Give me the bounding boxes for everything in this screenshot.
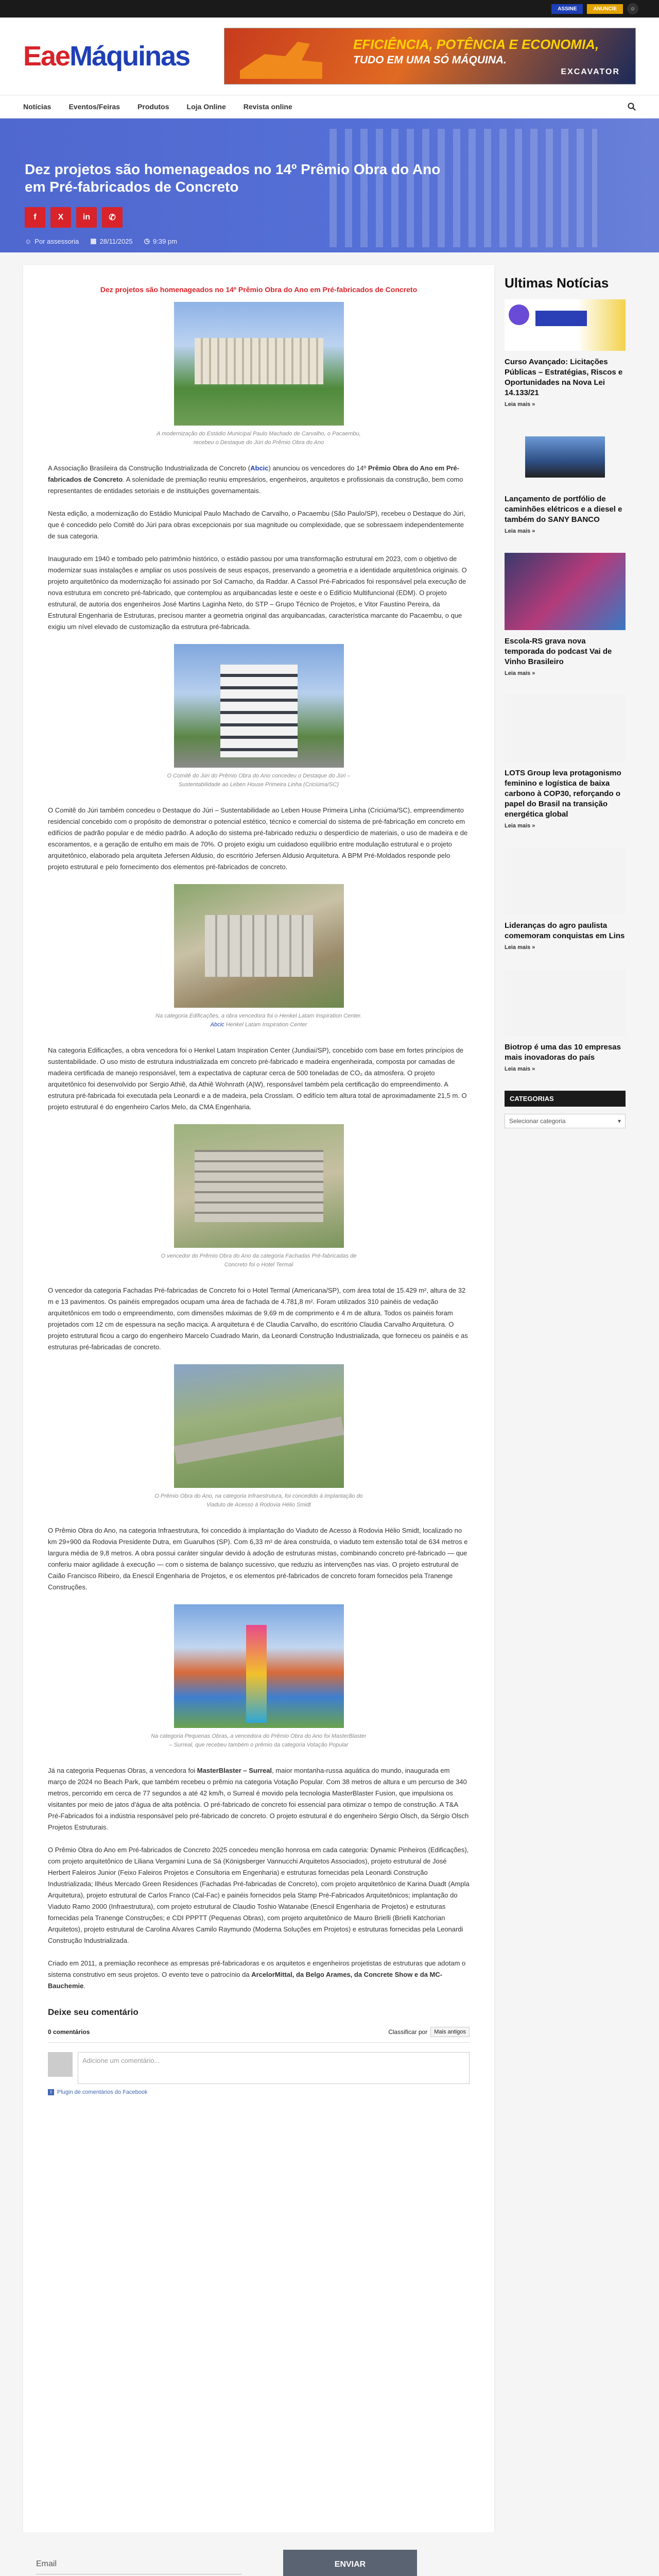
abcic-link[interactable]: Abcic <box>210 1022 224 1028</box>
news-thumbnail[interactable] <box>505 848 626 914</box>
read-more-link[interactable]: Leia mais » <box>505 670 535 676</box>
linkedin-share-icon[interactable]: in <box>76 207 97 228</box>
news-thumbnail[interactable] <box>505 426 626 488</box>
paragraph: O Prêmio Obra do Ano, na categoria Infraestrutura, foi concedido à implantação do Viaduto de Acesso à Rodovia Hélio Smidt, localizado no km 29+900 da Rodovia Presidente Dutra, em Guarulhos (SP). Com 6,33 m² de área construída, o viaduto tem extensão total de 634 metros e largura média de 9,8 metros. A obra possui caráter singular devido à adoção de estruturas mistas, combinando concreto pré-fabricado — que conferiu maior agilidade à execução — com o sistema de balanço sucessivo, que reduziu as intervenções nas vias. O projeto estrutural de Caião Francisco Ribeiro, da Enescil Engenharia de Projetos, e os elementos pré-fabricados de concreto foram fornecidos pela Tranenge Construções. <box>48 1527 468 1591</box>
ad-banner[interactable] <box>224 28 636 84</box>
viaduto-photo[interactable] <box>174 1364 344 1488</box>
news-title[interactable]: Biotrop é uma das 10 empresas mais inovadoras do país <box>505 1043 621 1062</box>
news-thumbnail[interactable] <box>505 695 626 762</box>
photo-caption: O Prêmio Obra do Ano, na categoria Infraestrutura, foi concedido à implantação do Viaduto de Acesso à Rodovia Hélio Smidt <box>154 1493 363 1508</box>
abcic-link[interactable]: Abcic <box>250 464 269 472</box>
categories-heading: CATEGORIAS <box>505 1091 626 1107</box>
read-more-link[interactable]: Leia mais » <box>505 1066 535 1072</box>
comments-count: 0 comentários <box>48 2028 90 2036</box>
anuncie-button[interactable]: ANUNCIE <box>587 4 623 14</box>
paragraph: Nesta edição, a modernização do Estádio Municipal Paulo Machado de Carvalho, o Pacaembu (São Paulo/SP), recebeu o Destaque do Júri, que é concedido pelo Comitê do Júri para obras excepcionais por sua magnitude ou complexidade, que se sobressaem independentemente de sua categoria. <box>48 510 465 540</box>
sort-select[interactable]: Mais antigos <box>430 2027 470 2037</box>
date: ▦ 28/11/2025 <box>90 237 133 245</box>
pacaembu-photo[interactable] <box>174 302 344 426</box>
news-thumbnail[interactable] <box>505 553 626 630</box>
hero <box>0 118 659 252</box>
sidebar-news-item[interactable] <box>505 426 626 534</box>
photo-caption: Na categoria Edificações, a obra vencedora foi o Henkel Latam Inspiration Center. Abcic Henkel Latam Inspiration Center <box>155 1013 362 1028</box>
main-nav <box>0 95 659 118</box>
banner-line1: EFICIÊNCIA, POTÊNCIA E ECONOMIA, <box>353 37 599 52</box>
sidebar-news-item[interactable] <box>505 848 626 951</box>
sort-label: Classificar por <box>388 2028 428 2036</box>
paragraph: Já na categoria Pequenas Obras, a vencedora foi MasterBlaster – Surreal, maior montanha-russa aquática do mundo, inaugurada em março de 2024 no Beach Park, que também recebeu o prêmio na categoria Votação Popular. Com 38 metros de altura e um percurso de 340 metros, percorrido em cerca de 77 segundos a até 42 km/h, o Surreal é movido pela tecnologia MasterBlaster Fusion, que impulsiona os visitantes por meio de jatos d'água de alta potência. O pré-fabricado de concreto foi essencial para otimizar o tempo de construção. A T&A Pré-Fabricados foi a indústria responsável pelo pré-fabricado de concreto. O projeto estrutural é do engenheiro Sérgio Olsch, da Sérgio Olsch Projetos Estruturais. <box>48 1767 469 1831</box>
search-icon[interactable] <box>628 103 636 111</box>
user-icon[interactable]: ☺ <box>627 3 638 14</box>
chevron-down-icon: ▾ <box>617 1117 621 1125</box>
read-more-link[interactable]: Leia mais » <box>505 823 535 829</box>
news-title[interactable]: Escola-RS grava nova temporada do podcast Vai de Vinho Brasileiro <box>505 637 612 666</box>
facebook-icon: f <box>48 2089 54 2095</box>
article-meta <box>25 237 447 245</box>
sidebar <box>505 265 626 2537</box>
send-button[interactable]: ENVIAR <box>283 2550 417 2576</box>
paragraph: Na categoria Edificações, a obra vencedora foi o Henkel Latam Inspiration Center (Jundiaí/SP), concebido com base em fortes princípios de sustentabilidade. O uso misto de estrutura industrializada em concreto pré-fabricado e madeira engenheirada, composta por camadas de madeira certificada de manejo responsável, tem a expectativa de capturar cerca de 500 toneladas de CO₂ da atmosfera. O projeto arquitetônico foi desenvolvido por Sergio Athiê, da Athiê Wohnrath (A|W), responsável também pela certificação do empreendimento. A estrutura pré-fabricada foi executada pela Leonardi e a de madeira, pela Crosslam. O edifício tem altura total de aproximadamente 21,5 m. O projeto estrutural é do engenheiro Carlos Melo, da CMA Engenharia. <box>48 1046 467 1111</box>
nav-item-noticias[interactable]: Notícias <box>23 103 51 111</box>
news-title[interactable]: Curso Avançado: Licitações Públicas – Estratégias, Riscos e Oportunidades na Nova Lei 14.133/21 <box>505 358 623 397</box>
share-buttons <box>25 207 447 228</box>
news-thumbnail[interactable] <box>505 969 626 1036</box>
masterblaster-photo[interactable] <box>174 1604 344 1728</box>
email-input[interactable]: Email <box>36 2554 242 2574</box>
logo-part1: Eae <box>23 41 70 72</box>
sidebar-news-item[interactable] <box>505 969 626 1072</box>
paragraph: Criado em 2011, a premiação reconhece as empresas pré-fabricadoras e os arquitetos e engenheiros projetistas de estruturas que adotam o sistema construtivo em seus projetos. O evento teve o patrocínio da ArcelorMittal, da Belgo Arames, da Concrete Show e da MC-Bauchemie. <box>48 1959 466 1990</box>
sidebar-news-item[interactable] <box>505 695 626 829</box>
paragraph: A Associação Brasileira da Construção Industrializada de Concreto (Abcic) anunciou os vencedores do 14º Prêmio Obra do Ano em Pré-fabricados de Concreto. A solenidade de premiação reuniu empresários, engenheiros, arquitetos e profissionais da construção, bem como representantes de entidades setoriais e de instituições governamentais. <box>48 464 463 495</box>
photo-caption: A modernização do Estádio Municipal Paulo Machado de Carvalho, o Pacaembu, recebeu o Destaque do Júri do Prêmio Obra do Ano <box>157 431 361 446</box>
paragraph: Inaugurado em 1940 e tombado pelo patrimônio histórico, o estádio passou por uma transformação estrutural em 2023, com o objetivo de modernizar suas instalações e ampliar os usos possíveis de seus espaços, preservando a geometria e a identidade arquitetônica originais. O projeto arquitetônico da modernização foi assinado por Sol Camacho, da Raddar. A Cassol Pré-Fabricados foi responsável pela execução de nova estrutura em concreto pré-fabricado, que contemplou as arquibancadas leste e oeste e o Edifício Multifuncional (EDM). O projeto estrutural, de autoria dos engenheiros José Martins Laginha Neto, do STP – Grupo Técnico de Projetos, e Vitor Faustino Pereira, da Estrutural Engenharia de Estruturas, precisou manter a geometria original das arquibancadas, característica marcante do Pacaembu, o que exigiu um nível elevado de customização da estrutura pré-fabricada. <box>48 555 467 631</box>
comment-form <box>48 2052 470 2084</box>
news-title[interactable]: Lançamento de portfólio de caminhões elétricos e a diesel e também do SANY BANCO <box>505 495 622 524</box>
comments-title: Deixe seu comentário <box>48 2007 138 2017</box>
nav-item-revista[interactable]: Revista online <box>243 103 292 111</box>
read-more-link[interactable]: Leia mais » <box>505 528 535 534</box>
sidebar-news-item[interactable] <box>505 299 626 408</box>
site-logo[interactable] <box>23 40 189 72</box>
hotel-termal-photo[interactable] <box>174 1124 344 1248</box>
author: ☺ Por assessoria <box>25 237 79 245</box>
news-thumbnail[interactable] <box>505 299 626 351</box>
twitter-share-icon[interactable]: X <box>50 207 71 228</box>
sidebar-news-item[interactable] <box>505 553 626 676</box>
news-title[interactable]: Lideranças do agro paulista comemoram conquistas em Lins <box>505 921 625 940</box>
comment-input[interactable]: Adicione um comentário... <box>78 2052 470 2084</box>
article-body <box>23 265 494 2537</box>
paragraph: O Prêmio Obra do Ano em Pré-fabricados de Concreto 2025 concedeu menção honrosa em cada categoria: Dynamic Pinheiros (Edificações), com projeto arquitetônico de Liliana Vergamini Luna de Sá (Königsberger Vannucchi Arquitetos Associados), projeto estrutural de José Herbert Faleiros Junior (Feixo Faleiros Projetos e Consultoria em Engenharia) e estruturas fornecidas pela Leonardi Construção Industrializada; Ilhéus Mercado Green Residences (Fachadas Pré-fabricadas de Concreto), com projeto arquitetônico de Karina Duadt (Ampla Arquitetura), projeto estrutural de Carlos Franco (Cal-Fac) e painéis fornecidos pela Stamp Pré-Fabricados Arquitetônicos; implantação do Viaduto Ramo 2000 (Infraestrutura), com projeto estrutural de Claudio Toshio Watanabe (Enescil Engenharia de Projetos) e estruturas fornecidas pela Tranenge Construções; e CDI PPPTT (Pequenas Obras), com projeto arquitetônico de Mauro Brielli (Brielli Katchorian Arquitetos), projeto estrutural de Carolina Alvares Camilo Raymundo (Moderna Soluções em Projetos) e estruturas fornecidas pela Leonardi Construção Industrializada. <box>48 1846 470 1944</box>
top-bar <box>0 0 659 18</box>
excavator-image <box>240 38 322 79</box>
sidebar-title: Ultimas Notícias <box>505 275 609 291</box>
photo-caption: O Comitê do Júri do Prêmio Obra do Ano concedeu o Destaque do Júri – Sustentabilidade ao Leben House Primeira Linha (Criciúma/SC) <box>167 773 351 788</box>
photo-caption: Na categoria Pequenas Obras, a vencedora do Prêmio Obra do Ano foi MasterBlaster – Surreal, que recebeu também o prêmio da categoria Votação Popular <box>151 1733 367 1748</box>
banner-line3: EXCAVATOR <box>561 67 620 76</box>
leben-house-photo[interactable] <box>174 644 344 768</box>
photo-caption: O vencedor do Prêmio Obra do Ano da categoria Fachadas Pré-fabricadas de Concreto foi o Hotel Termal <box>161 1253 357 1268</box>
facebook-plugin[interactable]: f Plugin de comentários do Facebook <box>48 2089 470 2095</box>
time: ◷ 9:39 pm <box>144 237 177 245</box>
banner-line2: TUDO EM UMA SÓ MÁQUINA. <box>353 54 507 66</box>
clock-icon: ◷ <box>144 237 150 245</box>
user-icon: ☺ <box>25 237 32 245</box>
avatar <box>48 2052 73 2077</box>
article-title: Dez projetos são homenageados no 14º Prêmio Obra do Ano em Pré-fabricados de Concreto <box>25 161 441 195</box>
news-title[interactable]: LOTS Group leva protagonismo feminino e logística de baixa carbono à COP30, reforçando o papel do Brasil na transição energética global <box>505 769 621 819</box>
header <box>0 18 659 95</box>
read-more-link[interactable]: Leia mais » <box>505 944 535 951</box>
paragraph: O Comitê do Júri também concedeu o Destaque do Júri – Sustentabilidade ao Leben House Primeira Linha (Criciúma/SC), empreendimento residencial concebido com o propósito de demonstrar o potencial estético, técnico e comercial do sistema de pré-fabricação em concreto em edifícios de padrão popular e de médio padrão. A adoção do sistema pré-fabricado reduziu o desperdício de materiais, o uso de madeira e de escoramentos, e a geração de entulho em mais de 70%. O projeto exigiu um cuidadoso equilíbrio entre modulação estrutural e o projeto arquitetônico, elaborado pela arquiteta Jefersen Aldusio, do escritório Jefersen Aldusio Arquitetura. A BPM Pré-Moldados responde pelo projeto estrutural e pelo fornecimento dos elementos pré-fabricados de concreto. <box>48 806 468 871</box>
nav-item-produtos[interactable]: Produtos <box>137 103 169 111</box>
logo-part2: Máquinas <box>70 41 190 72</box>
comments-bar <box>48 2027 470 2043</box>
article-subtitle: Dez projetos são homenageados no 14º Prêmio Obra do Ano em Pré-fabricados de Concreto <box>100 285 418 294</box>
facebook-share-icon[interactable]: f <box>25 207 45 228</box>
calendar-icon: ▦ <box>90 237 97 245</box>
categories-select[interactable]: Selecionar categoria ▾ <box>505 1114 626 1128</box>
newsletter <box>0 2532 659 2576</box>
henkel-photo[interactable] <box>174 884 344 1008</box>
assine-button[interactable]: ASSINE <box>551 4 583 14</box>
read-more-link[interactable]: Leia mais » <box>505 401 535 408</box>
nav-item-loja[interactable]: Loja Online <box>186 103 226 111</box>
whatsapp-share-icon[interactable]: ✆ <box>102 207 123 228</box>
paragraph: O vencedor da categoria Fachadas Pré-fabricadas de Concreto foi o Hotel Termal (Americana/SP), com área total de 15.429 m², altura de 32 m e 13 pavimentos. Os painéis empregados ocupam uma área de fachada de 4.781,8 m². Foram utilizados 310 painéis de vedação arquitetônicos em todo o empreendimento, com dimensões máximas de 9,69 m de comprimento e 4 m de altura. Todos os painéis foram projetados com 12 cm de espessura na seção maciça. A arquitetura é de Claudia Carvalho, do escritório Claudia Carvalho Arquitetura. O projeto estrutural ficou a cargo do engenheiro Marcelo Cuadrado Marin, da Leonardi Construção Industrializada, que forneceu os painéis e as estruturas pré-fabricadas de concreto. <box>48 1286 468 1351</box>
nav-item-eventos[interactable]: Eventos/Feiras <box>68 103 120 111</box>
